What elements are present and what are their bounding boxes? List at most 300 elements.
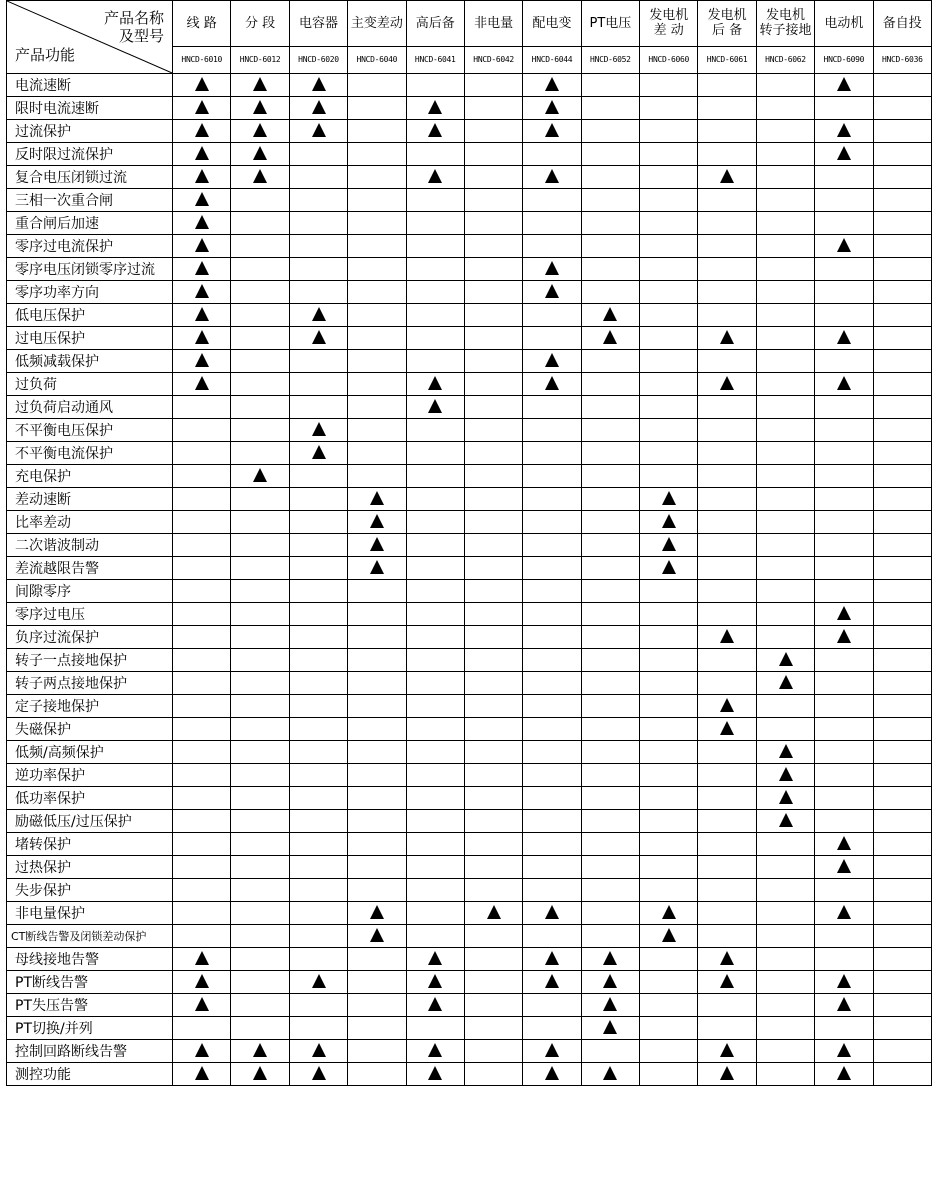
table-row [7,327,932,350]
matrix-cell [873,994,931,1017]
matrix-cell [231,143,289,166]
triangle-mark-icon [428,951,442,965]
triangle-mark-icon [195,192,209,206]
table-row [7,787,932,810]
triangle-mark-icon [662,928,676,942]
triangle-mark-icon [312,1043,326,1057]
matrix-cell [873,764,931,787]
matrix-cell [173,879,231,902]
matrix-cell [815,1063,873,1086]
matrix-cell [873,442,931,465]
matrix-cell [523,511,581,534]
matrix-cell [406,511,464,534]
matrix-cell [348,603,406,626]
matrix-cell [815,419,873,442]
matrix-cell [173,695,231,718]
matrix-cell [523,97,581,120]
matrix-cell [231,672,289,695]
matrix-cell [406,166,464,189]
matrix-cell [523,741,581,764]
table-row [7,994,932,1017]
column-model: HNCD-6090 [815,46,873,73]
triangle-mark-icon [428,997,442,1011]
matrix-cell [464,235,522,258]
matrix-cell [756,626,814,649]
matrix-cell [523,465,581,488]
matrix-cell [464,856,522,879]
matrix-cell [581,672,639,695]
triangle-mark-icon [837,123,851,137]
matrix-cell [231,465,289,488]
matrix-cell [289,442,347,465]
matrix-cell [640,994,698,1017]
table-row [7,902,932,925]
matrix-cell [348,350,406,373]
matrix-cell [698,327,756,350]
function-label: 非电量保护 [7,902,173,925]
matrix-cell [815,143,873,166]
matrix-cell [873,488,931,511]
table-row [7,97,932,120]
matrix-cell [464,626,522,649]
matrix-cell [289,925,347,948]
matrix-cell [173,465,231,488]
matrix-cell [581,833,639,856]
matrix-cell [581,603,639,626]
matrix-cell [873,166,931,189]
triangle-mark-icon [428,399,442,413]
matrix-cell [464,603,522,626]
matrix-cell [464,189,522,212]
matrix-cell [873,97,931,120]
triangle-mark-icon [603,1066,617,1080]
function-label: 不平衡电流保护 [7,442,173,465]
matrix-cell [406,856,464,879]
matrix-cell [815,396,873,419]
triangle-mark-icon [370,537,384,551]
matrix-cell [289,833,347,856]
matrix-cell [231,971,289,994]
column-name: 发电机 后 备 [698,1,756,47]
matrix-cell [231,603,289,626]
triangle-mark-icon [837,330,851,344]
matrix-cell [523,925,581,948]
table-row [7,1017,932,1040]
triangle-mark-icon [253,169,267,183]
table-row [7,488,932,511]
matrix-cell [348,741,406,764]
matrix-cell [756,902,814,925]
matrix-cell [289,856,347,879]
matrix-cell [756,557,814,580]
matrix-cell [581,649,639,672]
matrix-cell [756,189,814,212]
triangle-mark-icon [312,330,326,344]
matrix-cell [873,810,931,833]
matrix-cell [873,649,931,672]
matrix-cell [464,879,522,902]
matrix-cell [815,580,873,603]
matrix-cell [348,488,406,511]
matrix-cell [815,971,873,994]
function-label: CT断线告警及闭锁差动保护 [7,925,173,948]
function-label: 过热保护 [7,856,173,879]
matrix-cell [581,948,639,971]
matrix-cell [756,649,814,672]
triangle-mark-icon [720,974,734,988]
function-label: 反时限过流保护 [7,143,173,166]
matrix-cell [348,166,406,189]
matrix-cell [173,741,231,764]
matrix-cell [289,1063,347,1086]
matrix-cell [873,787,931,810]
matrix-cell [406,304,464,327]
function-label: 堵转保护 [7,833,173,856]
matrix-cell [231,396,289,419]
matrix-cell [698,511,756,534]
matrix-cell [640,327,698,350]
function-label: 零序电压闭锁零序过流 [7,258,173,281]
triangle-mark-icon [195,1043,209,1057]
matrix-cell [348,833,406,856]
matrix-cell [581,764,639,787]
matrix-cell [173,212,231,235]
matrix-cell [581,281,639,304]
matrix-cell [406,143,464,166]
column-name: 线 路 [173,1,231,47]
matrix-cell [756,304,814,327]
matrix-cell [756,511,814,534]
matrix-cell [698,1040,756,1063]
matrix-cell [348,304,406,327]
matrix-cell [640,97,698,120]
matrix-cell [173,189,231,212]
matrix-cell [698,212,756,235]
triangle-mark-icon [779,790,793,804]
table-row [7,672,932,695]
matrix-cell [289,948,347,971]
matrix-cell [173,1040,231,1063]
matrix-cell [756,741,814,764]
matrix-cell [815,511,873,534]
matrix-cell [581,304,639,327]
matrix-cell [464,212,522,235]
matrix-cell [173,626,231,649]
matrix-cell [464,787,522,810]
table-row [7,189,932,212]
matrix-cell [406,1040,464,1063]
matrix-cell [698,626,756,649]
matrix-cell [815,741,873,764]
corner-product-label: 产品名称 及型号 [104,9,165,45]
matrix-cell [640,787,698,810]
matrix-cell [464,971,522,994]
table-row [7,419,932,442]
matrix-cell [231,212,289,235]
matrix-cell [406,741,464,764]
matrix-cell [464,304,522,327]
matrix-cell [756,281,814,304]
matrix-cell [173,948,231,971]
function-label: 零序功率方向 [7,281,173,304]
matrix-cell [348,442,406,465]
matrix-cell [523,603,581,626]
matrix-cell [406,718,464,741]
matrix-cell [756,74,814,97]
matrix-cell [873,120,931,143]
matrix-cell [698,764,756,787]
matrix-cell [640,488,698,511]
function-label: 逆功率保护 [7,764,173,787]
matrix-cell [698,97,756,120]
matrix-cell [289,189,347,212]
matrix-cell [173,396,231,419]
matrix-cell [289,74,347,97]
matrix-cell [173,856,231,879]
matrix-cell [348,925,406,948]
matrix-cell [698,672,756,695]
matrix-cell [289,350,347,373]
matrix-cell [873,235,931,258]
column-model: HNCD-6060 [640,46,698,73]
matrix-cell [581,511,639,534]
matrix-cell [348,718,406,741]
matrix-cell [173,143,231,166]
matrix-cell [640,166,698,189]
matrix-cell [698,649,756,672]
triangle-mark-icon [662,491,676,505]
matrix-cell [756,419,814,442]
matrix-cell [523,626,581,649]
matrix-cell [348,1063,406,1086]
matrix-cell [464,1017,522,1040]
matrix-cell [231,902,289,925]
matrix-cell [873,925,931,948]
triangle-mark-icon [603,1020,617,1034]
matrix-cell [698,787,756,810]
table-row [7,1040,932,1063]
matrix-cell [173,281,231,304]
function-label: 过负荷 [7,373,173,396]
matrix-cell [289,1017,347,1040]
table-row [7,281,932,304]
matrix-cell [698,396,756,419]
triangle-mark-icon [312,100,326,114]
triangle-mark-icon [487,905,501,919]
triangle-mark-icon [195,261,209,275]
matrix-cell [173,419,231,442]
matrix-cell [231,488,289,511]
matrix-cell [756,718,814,741]
function-label: PT失压告警 [7,994,173,1017]
matrix-cell [581,327,639,350]
triangle-mark-icon [545,376,559,390]
matrix-cell [581,235,639,258]
matrix-cell [640,879,698,902]
triangle-mark-icon [428,1066,442,1080]
matrix-cell [289,1040,347,1063]
matrix-cell [406,120,464,143]
triangle-mark-icon [370,491,384,505]
matrix-cell [873,511,931,534]
matrix-cell [173,350,231,373]
matrix-cell [348,396,406,419]
matrix-cell [640,304,698,327]
matrix-cell [815,281,873,304]
matrix-cell [640,672,698,695]
matrix-cell [406,373,464,396]
matrix-cell [756,1063,814,1086]
matrix-cell [406,626,464,649]
table-row [7,258,932,281]
triangle-mark-icon [195,997,209,1011]
matrix-cell [523,994,581,1017]
table-row [7,304,932,327]
table-row [7,143,932,166]
matrix-cell [873,672,931,695]
matrix-cell [173,649,231,672]
matrix-cell [873,189,931,212]
matrix-cell [698,1017,756,1040]
matrix-cell [406,580,464,603]
function-label: 限时电流速断 [7,97,173,120]
matrix-cell [581,626,639,649]
matrix-cell [756,442,814,465]
matrix-cell [289,258,347,281]
matrix-cell [815,258,873,281]
matrix-cell [640,925,698,948]
matrix-cell [756,143,814,166]
matrix-cell [523,120,581,143]
matrix-cell [815,373,873,396]
function-label: 失步保护 [7,879,173,902]
table-row [7,465,932,488]
matrix-cell [231,833,289,856]
matrix-cell [289,327,347,350]
column-model: HNCD-6061 [698,46,756,73]
triangle-mark-icon [720,169,734,183]
matrix-cell [348,235,406,258]
matrix-cell [173,971,231,994]
matrix-cell [173,327,231,350]
triangle-mark-icon [370,560,384,574]
triangle-mark-icon [837,146,851,160]
table-row [7,879,932,902]
table-row [7,856,932,879]
table-row [7,1063,932,1086]
triangle-mark-icon [545,123,559,137]
triangle-mark-icon [312,1066,326,1080]
matrix-cell [231,166,289,189]
matrix-cell [231,1017,289,1040]
matrix-cell [464,465,522,488]
matrix-cell [581,1040,639,1063]
matrix-cell [348,810,406,833]
triangle-mark-icon [545,284,559,298]
matrix-cell [640,442,698,465]
matrix-cell [289,557,347,580]
matrix-cell [815,189,873,212]
matrix-cell [406,419,464,442]
matrix-cell [289,649,347,672]
function-label: 过负荷启动通风 [7,396,173,419]
triangle-mark-icon [720,698,734,712]
matrix-cell [348,120,406,143]
table-row [7,948,932,971]
matrix-cell [756,465,814,488]
matrix-cell [173,74,231,97]
matrix-cell [173,442,231,465]
matrix-cell [640,1017,698,1040]
matrix-cell [289,281,347,304]
column-name: 发电机 差 动 [640,1,698,47]
matrix-cell [348,787,406,810]
matrix-cell [581,695,639,718]
matrix-cell [581,741,639,764]
matrix-cell [406,971,464,994]
matrix-cell [698,925,756,948]
function-label: 低电压保护 [7,304,173,327]
matrix-cell [523,580,581,603]
matrix-cell [523,810,581,833]
matrix-cell [815,718,873,741]
matrix-cell [464,948,522,971]
function-label: 零序过电流保护 [7,235,173,258]
matrix-cell [815,327,873,350]
matrix-cell [815,925,873,948]
matrix-cell [815,350,873,373]
matrix-cell [815,442,873,465]
table-row [7,580,932,603]
matrix-cell [756,787,814,810]
table-row [7,971,932,994]
matrix-cell [289,534,347,557]
matrix-cell [406,1063,464,1086]
column-name: 配电变 [523,1,581,47]
matrix-cell [815,994,873,1017]
triangle-mark-icon [720,330,734,344]
matrix-cell [523,1063,581,1086]
matrix-cell [815,97,873,120]
matrix-cell [698,258,756,281]
matrix-cell [698,143,756,166]
function-label: 控制回路断线告警 [7,1040,173,1063]
matrix-cell [523,787,581,810]
column-model: HNCD-6052 [581,46,639,73]
matrix-cell [173,120,231,143]
matrix-cell [581,557,639,580]
matrix-cell [406,488,464,511]
matrix-cell [581,258,639,281]
triangle-mark-icon [720,1043,734,1057]
matrix-cell [815,465,873,488]
triangle-mark-icon [195,284,209,298]
triangle-mark-icon [837,1066,851,1080]
matrix-cell [173,304,231,327]
matrix-cell [523,534,581,557]
matrix-cell [640,350,698,373]
matrix-cell [348,649,406,672]
matrix-cell [756,764,814,787]
column-name: 分 段 [231,1,289,47]
table-row [7,534,932,557]
matrix-cell [289,511,347,534]
matrix-cell [873,327,931,350]
triangle-mark-icon [837,376,851,390]
column-model: HNCD-6041 [406,46,464,73]
matrix-cell [406,350,464,373]
matrix-cell [289,718,347,741]
